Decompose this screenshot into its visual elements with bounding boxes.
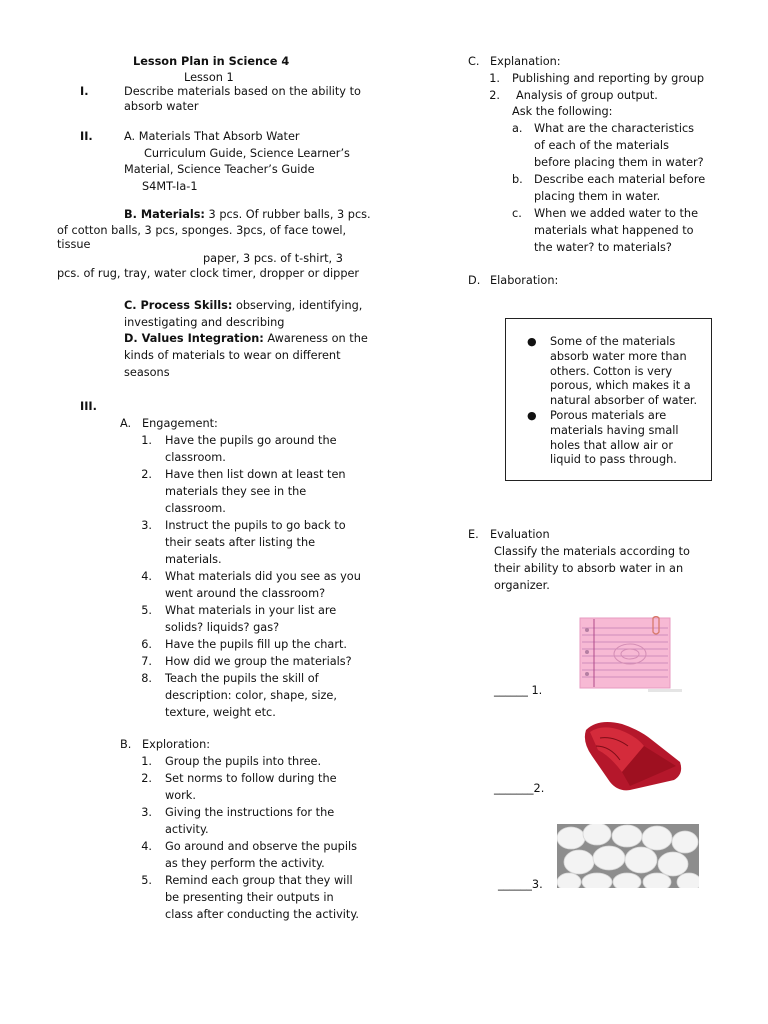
curriculum-code: S4MT-Ia-1 [142, 180, 198, 193]
values-line: D. Values Integration: Awareness on the [124, 332, 368, 345]
answer-blank-2: _______2. [494, 782, 545, 795]
list-item: Set norms to follow during the [165, 772, 337, 785]
list-item: activity. [165, 823, 209, 836]
lesson-number: Lesson 1 [184, 71, 234, 84]
list-item: materials. [165, 553, 222, 566]
list-number: 5. [141, 604, 152, 617]
list-item: class after conducting the activity. [165, 908, 360, 921]
list-number: 4. [141, 840, 152, 853]
elaboration-text: absorb water more than [550, 349, 687, 363]
list-item: Teach the pupils the skill of [165, 672, 319, 685]
evaluation-text: organizer. [494, 579, 550, 592]
list-number: 3. [141, 806, 152, 819]
explanation-item: Publishing and reporting by group [512, 72, 704, 85]
reference-line: Material, Science Teacher’s Guide [124, 163, 315, 176]
list-item: texture, weight etc. [165, 706, 276, 719]
list-item: solids? liquids? gas? [165, 621, 280, 634]
question-letter: b. [512, 173, 523, 186]
materials-line: of cotton balls, 3 pcs, sponges. 3pcs, of face towel, [57, 224, 347, 237]
list-item: classroom. [165, 451, 226, 464]
list-item: classroom. [165, 502, 226, 515]
elaboration-text: porous, which makes it a [550, 379, 691, 393]
reference-line: Curriculum Guide, Science Learner’s [144, 147, 350, 160]
question-item: before placing them in water? [534, 156, 704, 169]
values-line: kinds of materials to wear on different [124, 349, 341, 362]
objective-line: absorb water [124, 100, 199, 113]
question-item: Describe each material before [534, 173, 706, 186]
list-number: 4. [141, 570, 152, 583]
question-item: of each of the materials [534, 139, 669, 152]
evaluation-text: their ability to absorb water in an [494, 562, 684, 575]
elaboration-text: materials having small [550, 423, 679, 437]
list-item: went around the classroom? [165, 587, 326, 600]
question-item: When we added water to the [534, 207, 699, 220]
elaboration-text: others. Cotton is very [550, 364, 673, 378]
list-item: Have then list down at least ten [165, 468, 346, 481]
list-number: 7. [141, 655, 152, 668]
list-number: 2. [141, 468, 152, 481]
materials-line: pcs. of rug, tray, water clock timer, dropper or dipper [57, 267, 360, 280]
list-number: 2. [141, 772, 152, 785]
exploration-letter: B. [120, 738, 132, 751]
materials-line: B. Materials: 3 pcs. Of rubber balls, 3 pcs. [124, 208, 371, 221]
list-item: What materials did you see as you [165, 570, 361, 583]
list-item: Have the pupils go around the [165, 434, 337, 447]
list-item: How did we group the materials? [165, 655, 352, 668]
materials-line: tissue [57, 238, 91, 251]
question-letter: c. [512, 207, 522, 220]
section-numeral-iii: III. [80, 400, 97, 413]
list-number: 8. [141, 672, 152, 685]
explanation-heading: Explanation: [490, 55, 561, 68]
section-numeral-ii: II. [80, 130, 93, 143]
list-item: work. [165, 789, 196, 802]
list-item: What materials in your list are [165, 604, 337, 617]
list-item: be presenting their outputs in [165, 891, 334, 904]
list-item: Group the pupils into three. [165, 755, 322, 768]
section-numeral-i: I. [80, 85, 89, 98]
ask-following: Ask the following: [512, 105, 613, 118]
list-number: 1. [489, 72, 500, 85]
list-item: description: color, shape, size, [165, 689, 337, 702]
objective-line: Describe materials based on the ability to [124, 85, 361, 98]
explanation-letter: C. [468, 55, 480, 68]
question-item: What are the characteristics [534, 122, 695, 135]
list-item: Remind each group that they will [165, 874, 353, 887]
bullet-icon: ● [527, 335, 537, 348]
process-skills-line: C. Process Skills: observing, identifying, [124, 299, 363, 312]
elaboration-text: Porous materials are [550, 409, 667, 422]
page-title: Lesson Plan in Science 4 [133, 55, 290, 68]
exploration-heading: Exploration: [142, 738, 211, 751]
list-item: Have the pupils fill up the chart. [165, 638, 348, 651]
subject-matter-heading: A. Materials That Absorb Water [124, 130, 300, 143]
elaboration-text: liquid to pass through. [550, 453, 677, 467]
list-item: Go around and observe the pupils [165, 840, 357, 853]
evaluation-heading: Evaluation [490, 528, 550, 541]
question-letter: a. [512, 122, 523, 135]
elaboration-text: Some of the materials [550, 335, 676, 348]
list-item: their seats after listing the [165, 536, 316, 549]
engagement-letter: A. [120, 417, 132, 430]
evaluation-text: Classify the materials according to [494, 545, 690, 558]
elaboration-heading: Elaboration: [490, 274, 559, 287]
list-number: 1. [141, 434, 152, 447]
answer-blank-1: ______ 1. [494, 684, 543, 697]
list-item: Giving the instructions for the [165, 806, 335, 819]
list-item: as they perform the activity. [165, 857, 325, 870]
question-item: the water? to materials? [534, 241, 672, 254]
list-number: 2. [489, 89, 500, 102]
bullet-icon: ● [527, 409, 537, 422]
list-number: 3. [141, 519, 152, 532]
engagement-heading: Engagement: [142, 417, 218, 430]
list-number: 5. [141, 874, 152, 887]
elaboration-text: holes that allow air or [550, 438, 673, 452]
elaboration-text: natural absorber of water. [550, 394, 698, 408]
evaluation-letter: E. [468, 528, 479, 541]
values-line: seasons [124, 366, 170, 379]
list-item: materials they see in the [165, 485, 307, 498]
question-item: materials what happened to [534, 224, 694, 237]
red-towel-image [580, 716, 688, 794]
list-number: 1. [141, 755, 152, 768]
elaboration-letter: D. [468, 274, 481, 287]
list-number: 6. [141, 638, 152, 651]
explanation-item: Analysis of group output. [516, 89, 658, 102]
answer-blank-3: ______3. [498, 878, 543, 891]
list-item: Instruct the pupils to go back to [165, 519, 346, 532]
process-skills-line: investigating and describing [124, 316, 285, 329]
cotton-balls-image [557, 824, 699, 888]
question-item: placing them in water. [534, 190, 661, 203]
paper-notepad-image [578, 616, 686, 694]
materials-line: paper, 3 pcs. of t-shirt, 3 [203, 252, 343, 265]
